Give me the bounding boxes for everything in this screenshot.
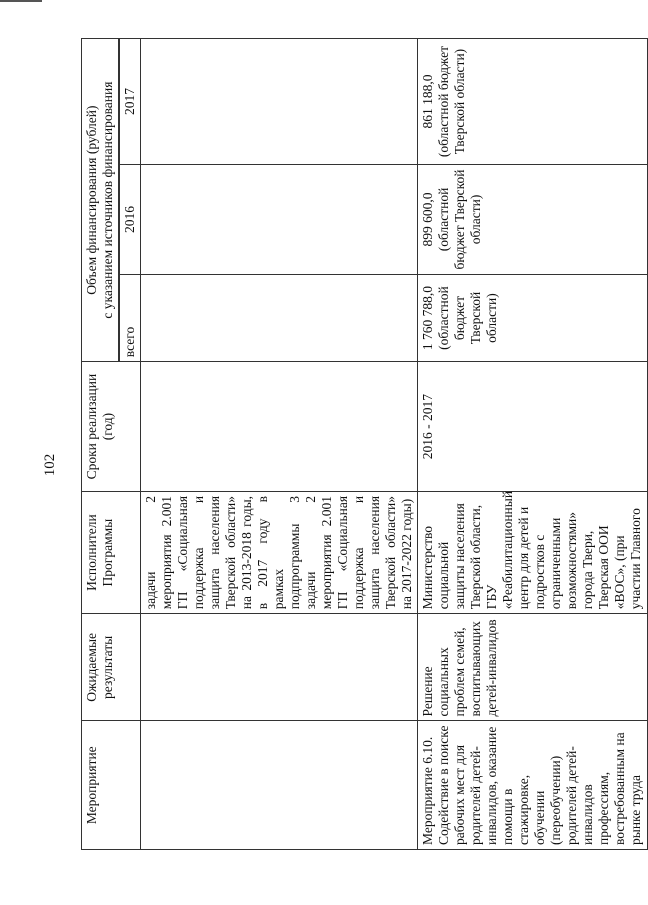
row-2017	[141, 39, 418, 165]
header-expected-results: Ожидаемые результаты	[82, 614, 141, 721]
row-results	[141, 614, 418, 721]
row-event	[141, 721, 418, 850]
header-funding	[82, 39, 119, 362]
row-period	[141, 362, 418, 492]
row-executors: Министерство социальной защиты населения Тверской области, ГБУ «Реабилитационный центр для детей и подростков с ограниченными возможностями» города Твери, Тверская ООИ «ВОС», (при участии Главного	[418, 491, 648, 613]
row-event: Мероприятие 6.10. Содействие в поиске рабочих мест для родителей детей-инвалидов, оказание помощи в стажировке, обучении (переобучении) родителей детей-инвалидов профессиям, востребованным на рынке труда	[418, 721, 648, 850]
row-executors: задачи 2 мероприятия 2.001 ГП «Социальная поддержка и защита населения Тверской области» на 2013-2018 годы, в 2017 году в рамках подпрограммы 3 задачи 2 мероприятия 2.001 ГП «Социальная поддержка и защита населения Тверской области» на 2017-2022 годы)	[141, 491, 418, 613]
header-executors: Исполнители Программы	[82, 491, 141, 613]
table-row	[418, 39, 648, 850]
header-funding-subtitle: с указанием источников финансирования	[100, 81, 115, 319]
header-period: Сроки реализации (год)	[82, 362, 141, 492]
row-2016	[141, 165, 418, 275]
header-event: Мероприятие	[82, 721, 141, 850]
row-2016: 899 600,0 (областной бюджет Тверской области)	[418, 165, 648, 275]
row-period: 2016 - 2017	[418, 362, 648, 492]
header-2017: 2017	[120, 39, 141, 165]
row-total	[141, 274, 418, 361]
row-2017: 861 188,0 (областной бюджет Тверской области)	[418, 39, 648, 165]
header-funding-title: Объем финансирования (рублей)	[84, 105, 99, 295]
rotated-page	[81, 38, 643, 850]
row-total: 1 760 788,0 (областной бюджет Тверской области)	[418, 274, 648, 361]
table-row	[141, 39, 418, 850]
header-2016: 2016	[120, 165, 141, 275]
row-results: Решение социальных проблем семей, воспитывающих детей-инвалидов	[418, 614, 648, 721]
program-table	[81, 38, 648, 850]
page-number: 102	[42, 453, 58, 477]
header-total: всего	[120, 274, 141, 361]
scan-edge-mark	[0, 0, 42, 14]
